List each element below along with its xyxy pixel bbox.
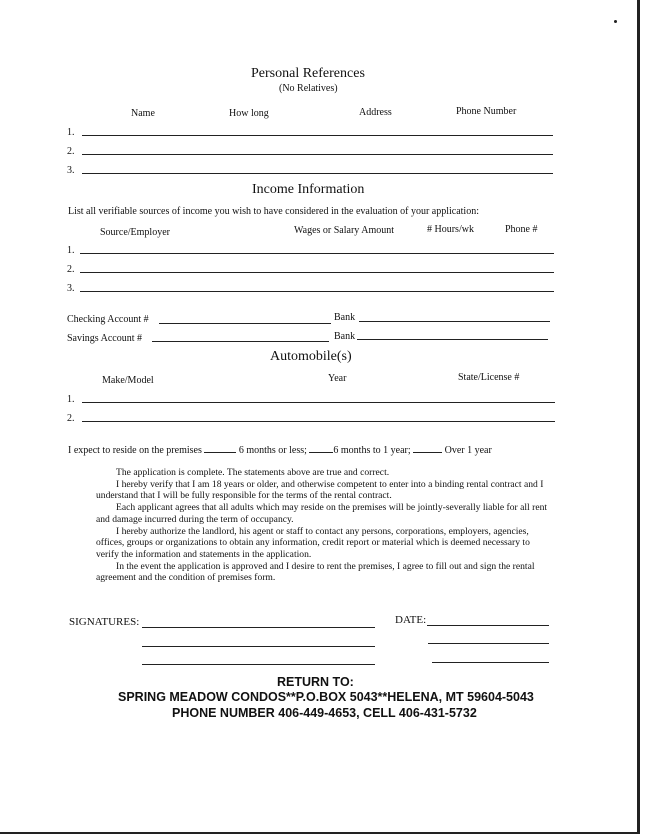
ref-col-name: Name <box>131 108 155 119</box>
savings-bank-field[interactable] <box>357 339 548 340</box>
return-title: RETURN TO: <box>277 675 354 689</box>
savings-account-label: Savings Account # <box>67 333 142 344</box>
auto-row-number: 1. <box>67 394 75 405</box>
statement-authorization: I hereby authorize the landlord, his agent or staff to contact any persons, corporations, employers, agencies, offices, groups or organizations to obtain any information, credit report or material which is deemed necessary to verify the information and statements in the application. <box>96 525 530 560</box>
return-phone: PHONE NUMBER 406-449-4653, CELL 406-431-5732 <box>172 706 477 720</box>
return-address: SPRING MEADOW CONDOS**P.O.BOX 5043**HELENA, MT 59604-5043 <box>118 690 534 704</box>
auto-row-1-field[interactable] <box>82 402 555 403</box>
references-subtitle: (No Relatives) <box>279 83 338 94</box>
reside-opt2: 6 months to 1 year; <box>333 445 411 456</box>
income-row-2-field[interactable] <box>80 272 554 273</box>
auto-row-2-field[interactable] <box>82 421 555 422</box>
signatures-label: SIGNATURES: <box>69 616 140 628</box>
ref-row-number: 3. <box>67 165 75 176</box>
auto-row-number: 2. <box>67 413 75 424</box>
date-line-3[interactable] <box>432 662 549 663</box>
ref-row-2-field[interactable] <box>82 154 553 155</box>
reside-opt3: Over 1 year <box>444 445 492 456</box>
ref-row-number: 1. <box>67 127 75 138</box>
ref-col-how-long: How long <box>229 108 269 119</box>
income-title: Income Information <box>252 182 365 197</box>
reside-opt2-blank[interactable] <box>309 443 333 453</box>
automobiles-title: Automobile(s) <box>270 349 352 364</box>
income-instruction: List all verifiable sources of income you wish to have considered in the evaluation of your application: <box>68 206 479 217</box>
statements-block <box>96 467 552 584</box>
auto-col-year: Year <box>328 373 347 384</box>
ref-row-number: 2. <box>67 146 75 157</box>
date-line-1[interactable] <box>427 625 549 626</box>
signature-line-3[interactable] <box>142 664 375 665</box>
signature-line-2[interactable] <box>142 646 375 647</box>
ref-row-3-field[interactable] <box>82 173 553 174</box>
income-row-number: 3. <box>67 283 75 294</box>
checking-bank-field[interactable] <box>359 321 550 322</box>
statement-approval: In the event the application is approved and I desire to rent the premises, I agree to fill out and sign the rental agreement and the condition of premises form. <box>96 560 535 584</box>
income-row-number: 1. <box>67 245 75 256</box>
checking-account-label: Checking Account # <box>67 314 149 325</box>
ref-col-phone: Phone Number <box>456 106 517 117</box>
reside-lead: I expect to reside on the premises <box>68 445 202 456</box>
checking-account-field[interactable] <box>159 323 331 324</box>
statement-joint-liability: Each applicant agrees that all adults which may reside on the premises will be jointly-severally liable for all rent and damage incurred during the term of occupancy. <box>96 502 548 525</box>
date-line-2[interactable] <box>428 643 549 644</box>
income-col-hours: # Hours/wk <box>427 224 474 235</box>
references-title: Personal References <box>251 66 365 81</box>
reside-line <box>68 443 492 456</box>
scan-speck <box>614 20 617 23</box>
income-col-wages: Wages or Salary Amount <box>294 225 395 236</box>
income-col-source: Source/Employer <box>100 227 170 238</box>
statement-age-verify: I hereby verify that I am 18 years or older, and otherwise competent to enter into a binding rental contract and I understand that I will be fully responsible for the terms of the rental contract. <box>96 478 544 502</box>
ref-row-1-field[interactable] <box>82 135 553 136</box>
savings-bank-label: Bank <box>334 331 356 342</box>
savings-account-field[interactable] <box>152 341 329 342</box>
ref-col-address: Address <box>359 107 392 118</box>
checking-bank-label: Bank <box>334 312 356 323</box>
auto-col-license: State/License # <box>458 372 520 383</box>
statement-complete: The application is complete. The statements above are true and correct. <box>116 467 390 478</box>
income-row-3-field[interactable] <box>80 291 554 292</box>
reside-opt1-blank[interactable] <box>204 443 236 453</box>
date-label: DATE: <box>395 614 427 626</box>
signature-line-1[interactable] <box>142 627 375 628</box>
reside-opt1: 6 months or less; <box>238 445 307 456</box>
income-row-1-field[interactable] <box>80 253 554 254</box>
reside-opt3-blank[interactable] <box>413 443 442 453</box>
income-row-number: 2. <box>67 264 75 275</box>
income-col-phone: Phone # <box>505 224 538 235</box>
auto-col-make: Make/Model <box>102 375 154 386</box>
